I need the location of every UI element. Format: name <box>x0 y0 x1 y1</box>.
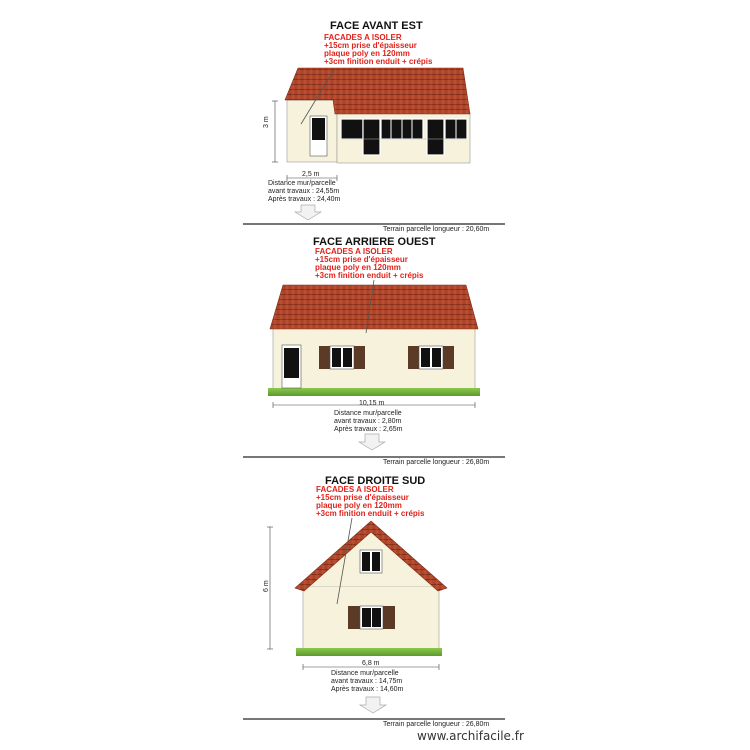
window <box>341 119 363 139</box>
note-line: +15cm prise d'épaisseur <box>315 255 408 264</box>
distance-line: avant travaux : 2,80m <box>334 418 402 425</box>
distance-info <box>334 410 402 434</box>
window <box>427 119 444 155</box>
shutter <box>348 606 360 629</box>
section-title: FACE DROITE SUD <box>325 475 426 487</box>
distance-line: Distance mur/parcelle <box>331 670 399 677</box>
note-line: FACADES A ISOLER <box>315 247 393 256</box>
shutter <box>408 346 419 369</box>
distance-line: avant travaux : 24,55m <box>268 188 340 195</box>
insulation-note <box>315 248 423 280</box>
note-line: FACADES A ISOLER <box>324 33 402 42</box>
distance-line: avant travaux : 14,75m <box>331 678 403 685</box>
width-dimension-label: 10,15 m <box>359 400 385 407</box>
down-arrow-icon <box>359 434 385 450</box>
distance-info <box>331 670 403 694</box>
section-title: FACE ARRIERE OUEST <box>313 236 436 248</box>
note-line: plaque poly en 120mm <box>315 263 401 272</box>
terrain-length-label: Terrain parcelle longueur : 20,60m <box>383 226 490 233</box>
width-dimension-label: 2,5 m <box>302 171 320 178</box>
insulation-note <box>324 34 432 66</box>
note-line: FACADES A ISOLER <box>316 485 394 494</box>
insulation-note <box>316 486 424 518</box>
distance-line: Après travaux : 14,60m <box>331 686 404 693</box>
roof <box>270 285 478 329</box>
note-line: +3cm finition enduit + crépis <box>315 271 424 280</box>
distance-line: Distance mur/parcelle <box>268 180 336 187</box>
shutter <box>354 346 365 369</box>
shutter <box>443 346 454 369</box>
down-arrow-icon <box>295 205 321 220</box>
distance-info <box>268 180 340 204</box>
down-arrow-icon <box>360 697 386 713</box>
terrain-length-label: Terrain parcelle longueur : 26,80m <box>383 459 490 466</box>
grass <box>296 648 442 656</box>
shutter <box>383 606 395 629</box>
house-right-south <box>295 518 447 656</box>
note-line: +3cm finition enduit + crépis <box>324 57 433 66</box>
note-line: +15cm prise d'épaisseur <box>316 493 409 502</box>
note-line: plaque poly en 120mm <box>316 501 402 510</box>
watermark: www.archifacile.fr <box>417 729 524 743</box>
window <box>363 119 380 155</box>
house-front-east <box>285 68 470 163</box>
distance-line: Après travaux : 24,40m <box>268 196 341 203</box>
note-line: +3cm finition enduit + crépis <box>316 509 425 518</box>
shutter <box>319 346 330 369</box>
house-rear-west <box>268 280 480 396</box>
height-dimension-label: 6 m <box>263 580 270 592</box>
height-dimension-label: 3 m <box>263 116 270 128</box>
width-dimension-label: 6,8 m <box>362 660 380 667</box>
door-glass <box>312 118 325 140</box>
terrain-length-label: Terrain parcelle longueur : 26,80m <box>383 721 490 728</box>
section-title: FACE AVANT EST <box>330 20 423 32</box>
distance-line: Après travaux : 2,65m <box>334 426 403 433</box>
door-glass <box>284 348 299 378</box>
grass <box>268 388 480 396</box>
note-line: +15cm prise d'épaisseur <box>324 41 417 50</box>
distance-line: Distance mur/parcelle <box>334 410 402 417</box>
note-line: plaque poly en 120mm <box>324 49 410 58</box>
